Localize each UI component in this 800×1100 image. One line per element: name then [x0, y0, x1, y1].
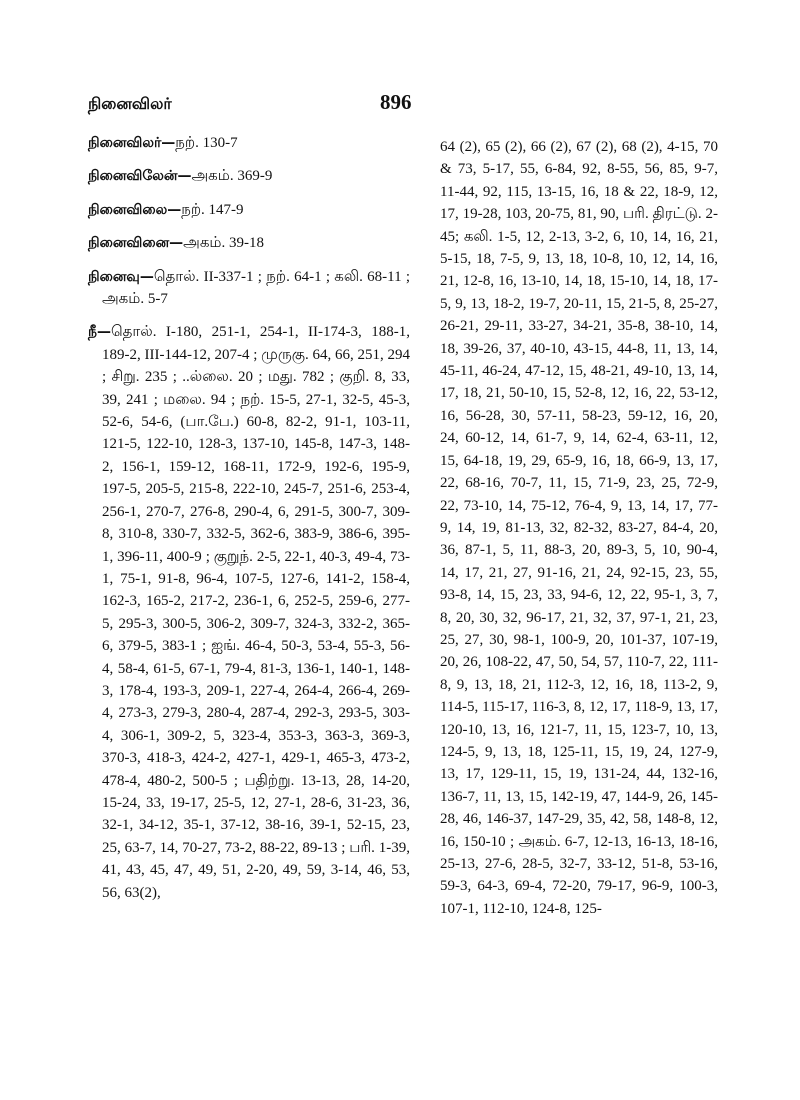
index-entry: [88, 199, 410, 221]
running-head: நினைவிலர்: [88, 94, 172, 113]
index-entry: [88, 232, 410, 254]
entry-references: தொல். II-337-1 ; நற். 64-1 ; கலி. 68-11 ; அகம். 5-7: [102, 268, 410, 308]
entry-headword: நீ—: [88, 324, 111, 341]
entry-headword: நினைவினை—: [88, 235, 184, 252]
entry-references: அகம். 39-18: [183, 235, 265, 252]
entry-headword: நினைவு—: [88, 268, 154, 285]
index-entry: [88, 266, 410, 311]
index-entry: [88, 132, 410, 154]
entry-references: நற். 130-7: [175, 135, 238, 151]
entry-references: 64 (2), 65 (2), 66 (2), 67 (2), 68 (2), 4-15, 70 & 73, 5-17, 55, 6-84, 92, 8-55, 56, 85, 9-7, 11-44, 92, 115, 13-15, 16, 18 & 22, 18-9, 12, 17, 19-28, 103, 20-75, 81, 90, பரி. திரட்டு. 2-45; கலி. 1-5, 12, 2-13, 3-2, 6, 10, 14, 16, 21, 5-15, 18, 7-5, 9, 13, 18, 10-8, 10, 12, 14, 16, 21, 12-8, 16, 13-10, 14, 18, 15-10, 14, 18, 17-5, 9, 13, 18-2, 19-7, 20-11, 15, 21-5, 8, 25-27, 26-21, 29-11, 33-27, 34-21, 35-8, 38-10, 14, 18, 39-26, 37, 40-10, 43-15, 44-8, 11, 13, 14, 45-11, 46-24, 47-12, 15, 48-21, 49-10, 13, 14, 17, 18, 21, 50-10, 15, 52-8, 12, 16, 22, 53-12, 16, 56-28, 30, 57-11, 58-23, 59-12, 16, 20, 24, 60-12, 14, 61-7, 9, 14, 62-4, 63-11, 12, 15, 64-18, 19, 29, 65-9, 16, 18, 66-9, 13, 17, 22, 68-16, 70-7, 11, 15, 71-9, 23, 25, 72-9, 22, 73-10, 14, 75-12, 76-4, 9, 13, 14, 17, 77-9, 14, 19, 81-13, 32, 82-32, 83-27, 84-4, 20, 36, 87-1, 5, 11, 88-3, 20, 89-3, 5, 10, 90-4, 14, 17, 21, 27, 91-16, 21, 24, 92-15, 23, 55, 93-8, 14, 15, 23, 33, 94-6, 12, 22, 95-1, 3, 7, 8, 20, 30, 32, 96-17, 21, 32, 37, 97-1, 21, 23, 25, 27, 30, 98-1, 100-9, 20, 101-37, 107-19, 20, 26, 108-22, 47, 50, 54, 57, 110-7, 22, 111-8, 9, 13, 18, 21, 112-3, 12, 16, 18, 113-2, 9, 114-5, 115-17, 116-3, 8, 12, 17, 118-9, 13, 17, 120-10, 13, 16, 121-7, 11, 15, 123-7, 10, 13, 124-5, 9, 13, 18, 125-11, 15, 19, 24, 127-9, 13, 17, 129-11, 15, 19, 131-24, 44, 132-16, 136-7, 11, 13, 15, 142-19, 47, 144-9, 26, 145-28, 46, 146-37, 147-29, 35, 42, 58, 148-8, 12, 16, 150-10 ; அகம். 6-7, 12-13, 16-13, 18-16, 25-13, 27-6, 28-5, 32-7, 33-12, 51-8, 53-16, 59-3, 64-3, 69-4, 72-20, 79-17, 96-9, 100-3, 107-1, 112-10, 124-8, 125-: [440, 139, 718, 917]
index-entry-continuation: [440, 136, 718, 920]
entry-references: அகம். 369-9: [191, 168, 273, 185]
index-entry: [88, 165, 410, 187]
entry-references: நற். 147-9: [181, 201, 244, 218]
page-number: 896: [380, 90, 412, 114]
left-column: [88, 132, 410, 915]
entry-headword: நினைவிலை—: [88, 201, 182, 218]
right-column: [440, 136, 718, 920]
entry-references: தொல். I-180, 251-1, 254-1, II-174-3, 188-1, 189-2, III-144-12, 207-4 ; முருகு. 64, 66, 251, 294 ; சிறு. 235 ; ..ல்லை. 20 ; மது. 782 ; குறி. 8, 33, 39, 241 ; மலை. 94 ; நற். 15-5, 27-1, 32-5, 45-3, 52-6, 54-6, (பா.பே.) 60-8, 82-2, 91-1, 103-11, 121-5, 122-10, 128-3, 137-10, 145-8, 147-3, 148-2, 156-1, 159-12, 168-11, 172-9, 192-6, 195-9, 197-5, 205-5, 215-8, 222-10, 245-7, 251-6, 253-4, 256-1, 270-7, 276-8, 290-4, 6, 291-5, 300-7, 309-8, 310-8, 330-7, 332-5, 362-6, 383-9, 386-6, 395-1, 396-11, 400-9 ; குறுந். 2-5, 22-1, 40-3, 49-4, 73-1, 75-1, 91-8, 96-4, 107-5, 127-6, 141-2, 158-4, 162-3, 165-2, 217-2, 236-1, 6, 252-5, 259-6, 277-5, 295-3, 300-5, 306-2, 309-7, 324-3, 332-2, 365-6, 379-5, 383-1 ; ஐங். 46-4, 50-3, 53-4, 55-3, 56-4, 58-4, 61-5, 67-1, 79-4, 81-3, 136-1, 140-1, 148-3, 178-4, 193-3, 209-1, 227-4, 264-4, 266-4, 269-4, 273-3, 279-3, 280-4, 287-4, 292-3, 293-5, 303-4, 306-1, 309-2, 5, 323-4, 353-3, 363-3, 369-3, 370-3, 418-3, 424-2, 427-1, 429-1, 465-3, 473-2, 478-4, 480-2, 500-5 ; பதிற்று. 13-13, 28, 14-20, 15-24, 33, 19-17, 25-5, 12, 27-1, 28-6, 31-23, 36, 32-1, 34-12, 35-1, 37-12, 38-16, 39-1, 52-15, 23, 25, 63-7, 14, 70-27, 73-2, 88-22, 89-13 ; பரி. 1-39, 41, 43, 45, 47, 49, 51, 2-20, 49, 59, 3-14, 46, 53, 56, 63(2),: [102, 324, 410, 901]
entry-headword: நினைவிலர்—: [88, 135, 176, 151]
index-entry: [88, 321, 410, 904]
entry-headword: நினைவிலேன்—: [88, 168, 192, 185]
